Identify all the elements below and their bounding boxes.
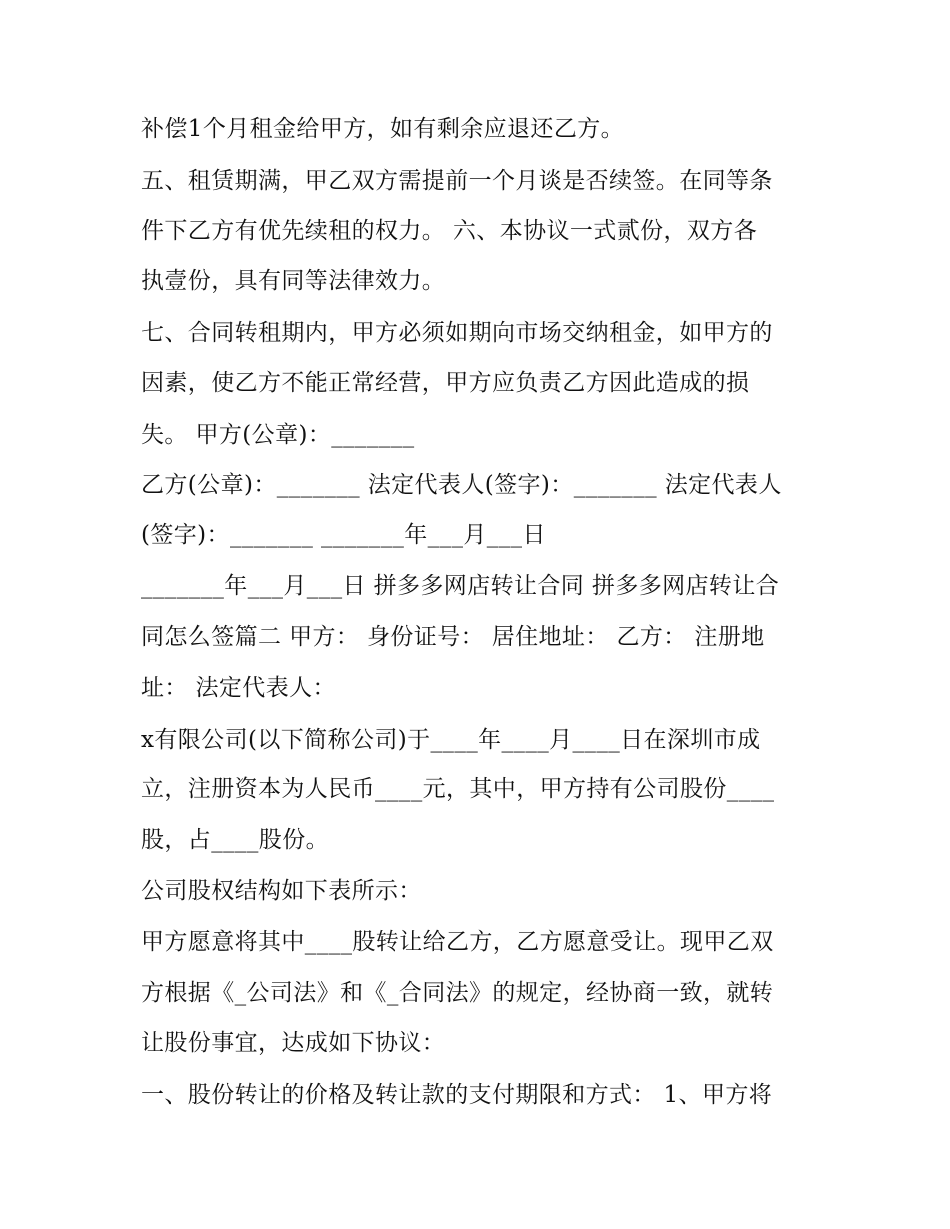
text-line: 甲方愿意将其中____股转让给乙方，乙方愿意受让。现甲乙双	[141, 929, 774, 955]
text-line: 方根据《_公司法》和《_合同法》的规定，经协商一致，就转	[141, 980, 774, 1006]
text-line: 公司股权结构如下表所示：	[141, 878, 422, 904]
text-line: _______年___月___日 拼多多网店转让合同 拼多多网店转让合	[141, 573, 780, 599]
text-line: 七、合同转租期内，甲方必须如期向市场交纳租金，如甲方的	[141, 320, 773, 346]
text-line: 乙方(公章)：_______ 法定代表人(签字)：_______ 法定代表人	[141, 472, 782, 498]
text-line: (签字)：_______ _______年___月___日	[141, 522, 546, 548]
text-line: 因素，使乙方不能正常经营，甲方应负责乙方因此造成的损	[141, 370, 750, 396]
text-line: 一、股份转让的价格及转让款的支付期限和方式： 1、甲方将	[141, 1082, 773, 1108]
text-line: 执壹份，具有同等法律效力。	[141, 268, 446, 294]
text-line: 址： 法定代表人：	[141, 675, 336, 701]
text-line: 补偿1个月租金给甲方，如有剩余应退还乙方。	[141, 116, 625, 142]
text-line: 股，占____股份。	[141, 827, 329, 853]
text-line: 同怎么签篇二 甲方： 身份证号： 居住地址： 乙方： 注册地	[141, 624, 765, 650]
text-line: 五、租赁期满，甲乙双方需提前一个月谈是否续签。在同等条	[141, 168, 773, 194]
text-line: 失。 甲方(公章)：_______	[141, 422, 415, 448]
text-line: 让股份事宜，达成如下协议：	[141, 1030, 446, 1056]
text-line: 立，注册资本为人民币____元，其中，甲方持有公司股份____	[141, 776, 775, 802]
text-line: x有限公司(以下简称公司)于____年____月____日在深圳市成	[141, 727, 761, 753]
text-line: 件下乙方有优先续租的权力。 六、本协议一式贰份，双方各	[141, 218, 758, 244]
